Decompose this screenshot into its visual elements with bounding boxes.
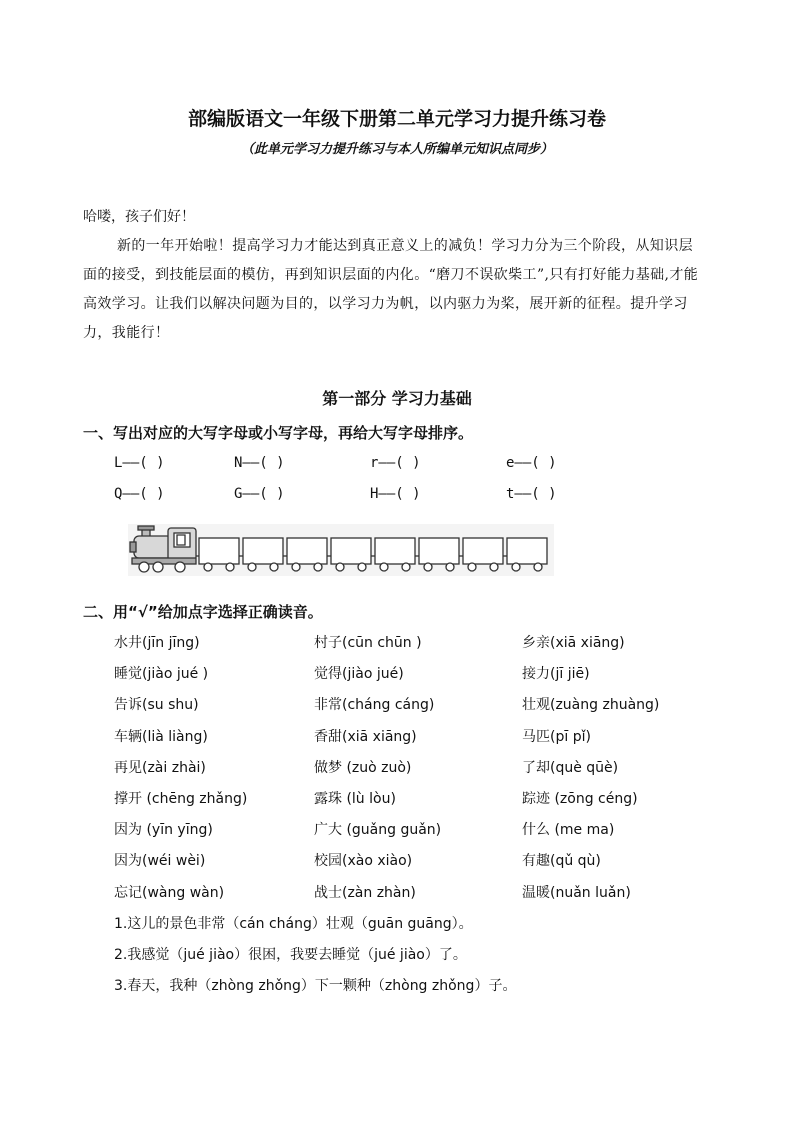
word-item[interactable]: 温暖(nuǎn luǎn): [522, 885, 631, 901]
question-2-heading: 二、用“√”给加点字选择正确读音。: [83, 603, 323, 621]
word-item[interactable]: 什么 (me ma): [522, 822, 615, 838]
letter-item[interactable]: e——( ): [506, 455, 557, 471]
word-item[interactable]: 香甜(xiā xiāng): [314, 729, 417, 745]
letter-item[interactable]: H——( ): [370, 486, 421, 502]
word-item[interactable]: 乡亲(xiā xiāng): [522, 635, 625, 651]
train-illustration: [128, 520, 554, 576]
word-item[interactable]: 车辆(lià liàng): [114, 729, 208, 745]
letter-item[interactable]: t——( ): [506, 486, 557, 502]
word-item[interactable]: 有趣(qǔ qù): [522, 853, 601, 869]
word-item[interactable]: 踪迹 (zōng céng): [522, 791, 638, 807]
sentence-item[interactable]: 1.这儿的景色非常（cán cháng）壮观（guān guāng）。: [114, 916, 473, 932]
sentence-item[interactable]: 3.春天，我种（zhòng zhǒng）下一颗种（zhòng zhǒng）子。: [114, 978, 517, 994]
intro-paragraph: 新的一年开始啦！提高学习力才能达到真正意义上的减负！学习力分为三个阶段，从知识层面的接受，到技能层面的模仿，再到知识层面的内化。“磨刀不误砍柴工”,只有打好能力基础,才能高效学习。让我们以解决问题为目的，以学习力为帆，以内驱力为桨，展开新的征程。提升学习力，我能行！: [83, 238, 699, 341]
word-item[interactable]: 马匹(pī pǐ): [522, 729, 591, 745]
word-item[interactable]: 撑开 (chēng zhǎng): [114, 791, 248, 807]
word-item[interactable]: 做梦 (zuò zuò): [314, 760, 412, 776]
word-item[interactable]: 露珠 (lù lòu): [314, 791, 396, 807]
letter-item[interactable]: Q——( ): [114, 486, 165, 502]
word-item[interactable]: 因为(wéi wèi): [114, 853, 206, 869]
word-item[interactable]: 了却(què qūè): [522, 760, 619, 776]
word-item[interactable]: 忘记(wàng wàn): [114, 885, 225, 901]
word-item[interactable]: 村子(cūn chūn ): [314, 635, 422, 651]
word-item[interactable]: 非常(cháng cáng): [314, 697, 435, 713]
question-1-heading: 一、写出对应的大写字母或小写字母，再给大写字母排序。: [83, 424, 474, 442]
word-item[interactable]: 觉得(jiào jué): [314, 666, 404, 682]
word-item[interactable]: 校园(xào xiào): [314, 853, 413, 869]
section-title-part1: 第一部分 学习力基础: [322, 389, 472, 408]
letter-item[interactable]: r——( ): [370, 455, 421, 471]
word-item[interactable]: 告诉(su shu): [114, 697, 199, 713]
word-item[interactable]: 战士(zàn zhàn): [314, 885, 416, 901]
sentence-item[interactable]: 2.我感觉（jué jiào）很困，我要去睡觉（jué jiào）了。: [114, 947, 467, 963]
word-item[interactable]: 接力(jī jiē): [522, 666, 590, 682]
word-item[interactable]: 再见(zài zhài): [114, 760, 206, 776]
word-item[interactable]: 壮观(zuàng zhuàng): [522, 697, 660, 713]
letter-item[interactable]: N——( ): [234, 455, 285, 471]
word-item[interactable]: 水井(jīn jīng): [114, 635, 200, 651]
letter-item[interactable]: L——( ): [114, 455, 165, 471]
page-subtitle: （此单元学习力提升练习与本人所编单元知识点同步）: [240, 142, 553, 157]
page-title: 部编版语文一年级下册第二单元学习力提升练习卷: [187, 108, 606, 130]
word-item[interactable]: 因为 (yīn yīng): [114, 822, 213, 838]
greeting: 哈喽，孩子们好！: [83, 209, 195, 225]
word-item[interactable]: 睡觉(jiào jué ): [114, 666, 209, 682]
word-item[interactable]: 广大 (guǎng guǎn): [314, 822, 442, 838]
letter-item[interactable]: G——( ): [234, 486, 285, 502]
